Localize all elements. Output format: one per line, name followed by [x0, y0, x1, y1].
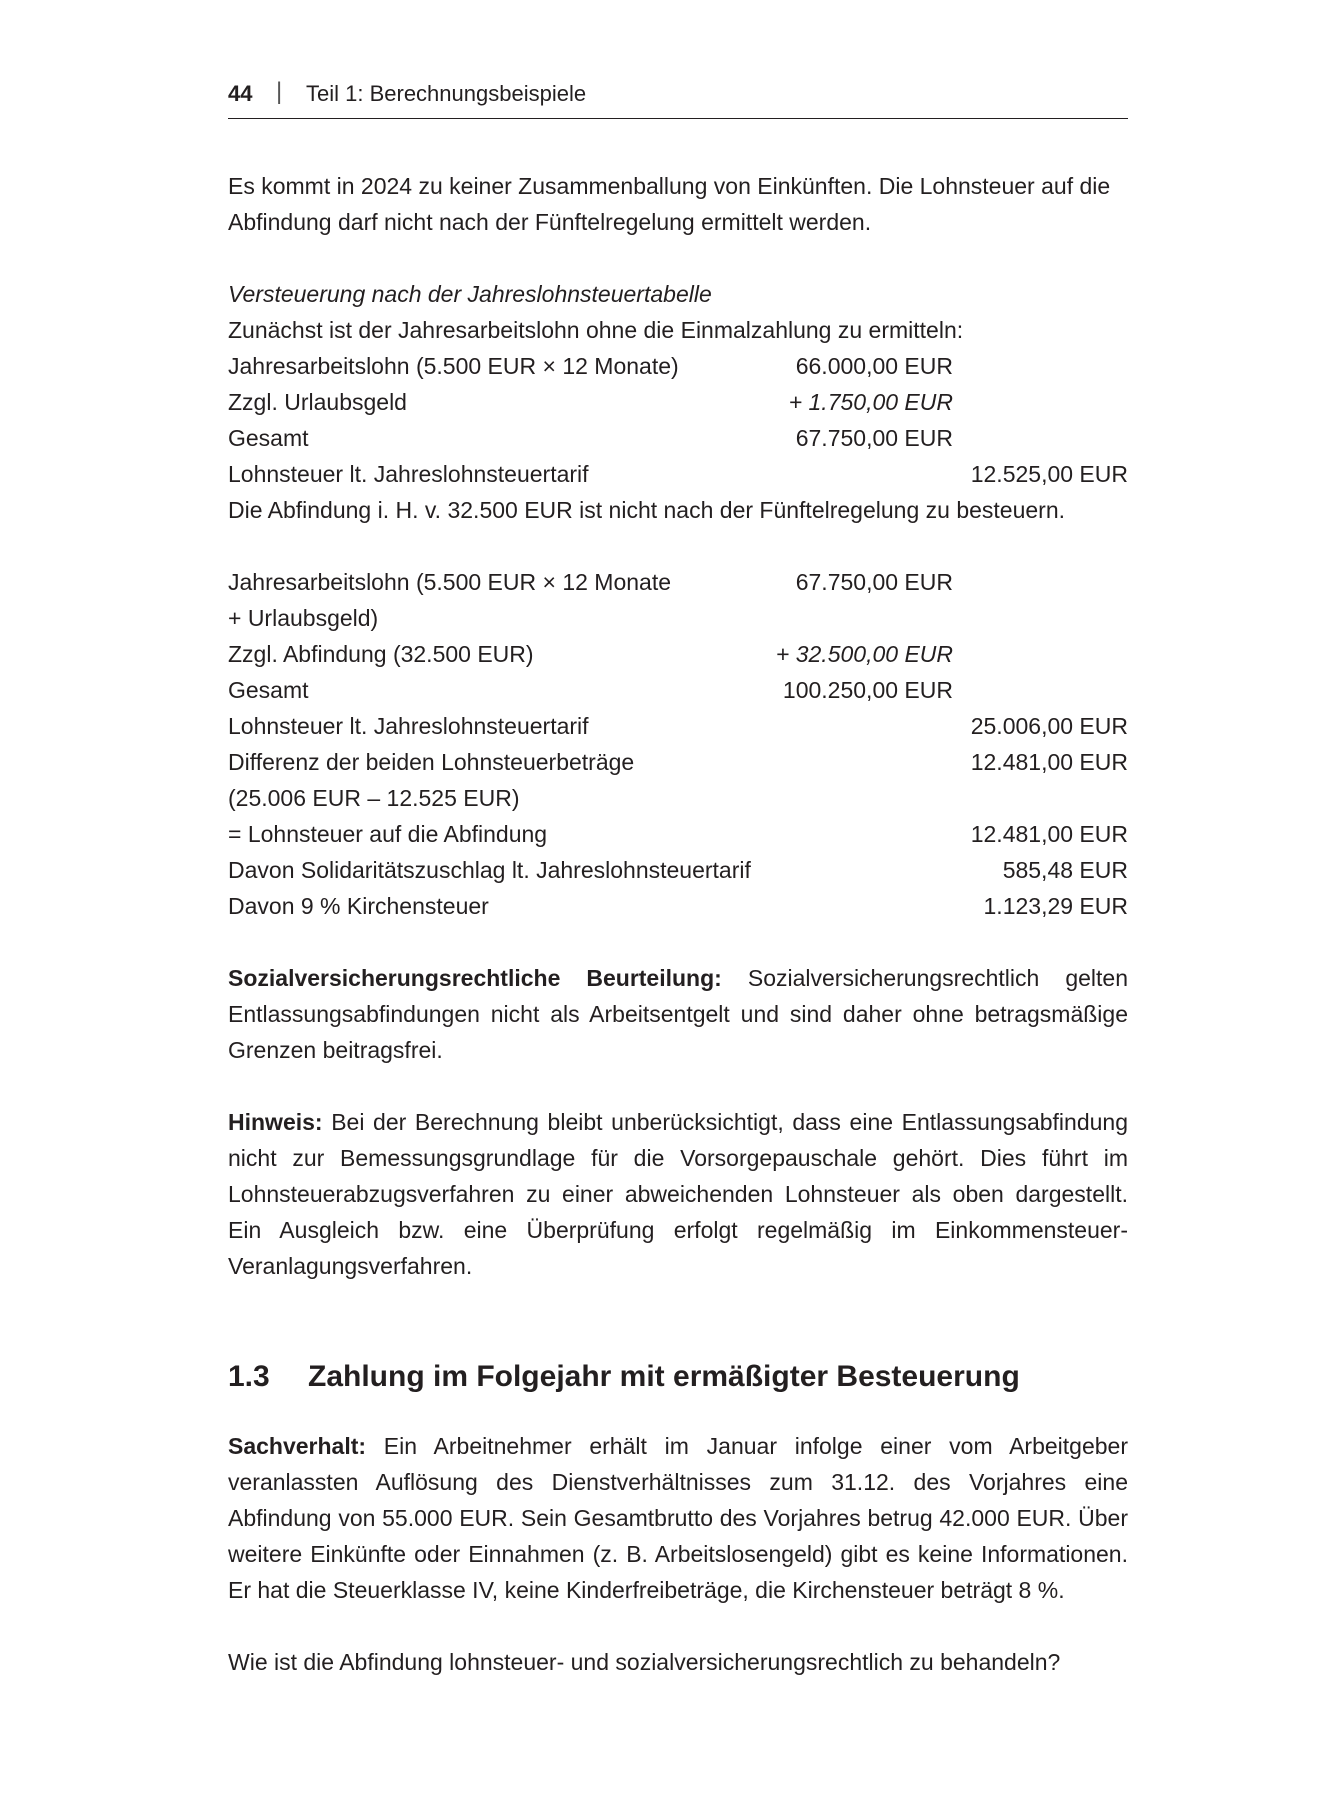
row-value-col1: + 32.500,00 EUR: [775, 641, 953, 667]
row-label: Zzgl. Abfindung (32.500 EUR): [228, 641, 534, 667]
intro-line-2: Abfindung darf nicht nach der Fünftelregelung ermittelt werden.: [228, 209, 872, 235]
table1-row: [228, 348, 1128, 384]
table2-row: [228, 672, 1128, 708]
row-label: Jahresarbeitslohn (5.500 EUR × 12 Monate): [228, 353, 679, 379]
row-label: (25.006 EUR – 12.525 EUR): [228, 785, 520, 811]
header-separator: |: [276, 78, 283, 105]
table2-row: [228, 852, 1128, 888]
table2-row: [228, 744, 1128, 780]
row-value-col2: 12.481,00 EUR: [970, 749, 1128, 775]
table2-row: [228, 564, 1128, 600]
row-label: Zzgl. Urlaubsgeld: [228, 389, 407, 415]
row-value-col1: 66.000,00 EUR: [795, 353, 953, 379]
row-value-col2: 12.481,00 EUR: [970, 821, 1128, 847]
row-label: Differenz der beiden Lohnsteuerbeträge: [228, 749, 635, 775]
table1-subtitle: Versteuerung nach der Jahreslohnsteuertabelle: [228, 281, 712, 307]
running-title: Teil 1: Berechnungsbeispiele: [306, 81, 587, 106]
table2-row: [228, 636, 1128, 672]
row-value-col1: 67.750,00 EUR: [795, 425, 953, 451]
row-label: = Lohnsteuer auf die Abfindung: [228, 821, 548, 847]
row-value-col2: 585,48 EUR: [1002, 857, 1128, 883]
table2-row: [228, 600, 1128, 636]
page-header: [228, 78, 1128, 119]
question: Wie ist die Abfindung lohnsteuer- und sozialversicherungsrechtlich zu behandeln?: [228, 1649, 1061, 1675]
section-heading: [228, 1355, 1128, 1399]
row-label: Davon Solidaritätszuschlag lt. Jahreslohnsteuertarif: [228, 857, 751, 883]
table2-row: [228, 816, 1128, 852]
page-number: 44: [228, 81, 253, 106]
section-number: 1.3: [228, 1360, 270, 1393]
row-label: Gesamt: [228, 677, 309, 703]
table1-row: [228, 456, 1128, 492]
sv-label: Sozialversicherungsrechtliche Beurteilung:: [228, 965, 722, 991]
row-label: Lohnsteuer lt. Jahreslohnsteuertarif: [228, 461, 589, 487]
table2-row: [228, 780, 1128, 816]
row-label: Davon 9 % Kirchensteuer: [228, 893, 489, 919]
hinweis-paragraph: [228, 1104, 1128, 1284]
sv-paragraph: [228, 960, 1128, 1068]
sachverhalt-label: Sachverhalt:: [228, 1433, 367, 1459]
sachverhalt-paragraph: [228, 1428, 1128, 1608]
table2-row: [228, 888, 1128, 924]
row-value-col2: 1.123,29 EUR: [983, 893, 1128, 919]
row-value-col1: 67.750,00 EUR: [795, 569, 953, 595]
row-label: Gesamt: [228, 425, 309, 451]
table1-note: Die Abfindung i. H. v. 32.500 EUR ist nicht nach der Fünftelregelung zu besteuern.: [228, 497, 1066, 523]
section-title: Zahlung im Folgejahr mit ermäßigter Besteuerung: [308, 1360, 1020, 1393]
sv-text: Sozialversicherungsrechtlich gelten Entlassungsabfindungen nicht als Arbeitsentgelt und sind daher ohne betragsmäßige Grenzen beitragsfrei.: [228, 965, 1128, 1063]
sachverhalt-text: Ein Arbeitnehmer erhält im Januar infolge einer vom Arbeitgeber veranlassten Auflösung des Dienstverhältnisses zum 31.12. des Vorjahres eine Abfindung von 55.000 EUR. Sein Gesamtbrutto des Vorjahres betrug 42.000 EUR. Über weitere Einkünfte oder Einnahmen (z. B. Arbeitslosengeld) gibt es keine Informationen. Er hat die Steuerklasse IV, keine Kinderfreibeträge, die Kirchensteuer beträgt 8 %.: [228, 1433, 1128, 1603]
row-value-col2: 12.525,00 EUR: [970, 461, 1128, 487]
table1-row: [228, 420, 1128, 456]
table1-row: [228, 384, 1128, 420]
table1-intro: Zunächst ist der Jahresarbeitslohn ohne die Einmalzahlung zu ermitteln:: [228, 317, 964, 343]
row-label: Lohnsteuer lt. Jahreslohnsteuertarif: [228, 713, 589, 739]
table2-row: [228, 708, 1128, 744]
row-value-col1: 100.250,00 EUR: [782, 677, 953, 703]
row-value-col2: 25.006,00 EUR: [970, 713, 1128, 739]
row-label: + Urlaubsgeld): [228, 605, 379, 631]
hinweis-label: Hinweis:: [228, 1109, 323, 1135]
row-label: Jahresarbeitslohn (5.500 EUR × 12 Monate: [228, 569, 672, 595]
intro-line-1: Es kommt in 2024 zu keiner Zusammenballung von Einkünften. Die Lohnsteuer auf die: [228, 173, 1111, 199]
hinweis-text: Bei der Berechnung bleibt unberücksichtigt, dass eine Entlassungsabfindung nicht zur Bemessungsgrundlage für die Vorsorgepauschale gehört. Dies führt im Lohnsteuerabzugsverfahren zu einer abweichenden Lohnsteuer als oben dargestellt. Ein Ausgleich bzw. eine Überprüfung erfolgt regelmäßig im Einkommensteuer-Veranlagungsverfahren.: [228, 1109, 1128, 1279]
row-value-col1: + 1.750,00 EUR: [788, 389, 953, 415]
